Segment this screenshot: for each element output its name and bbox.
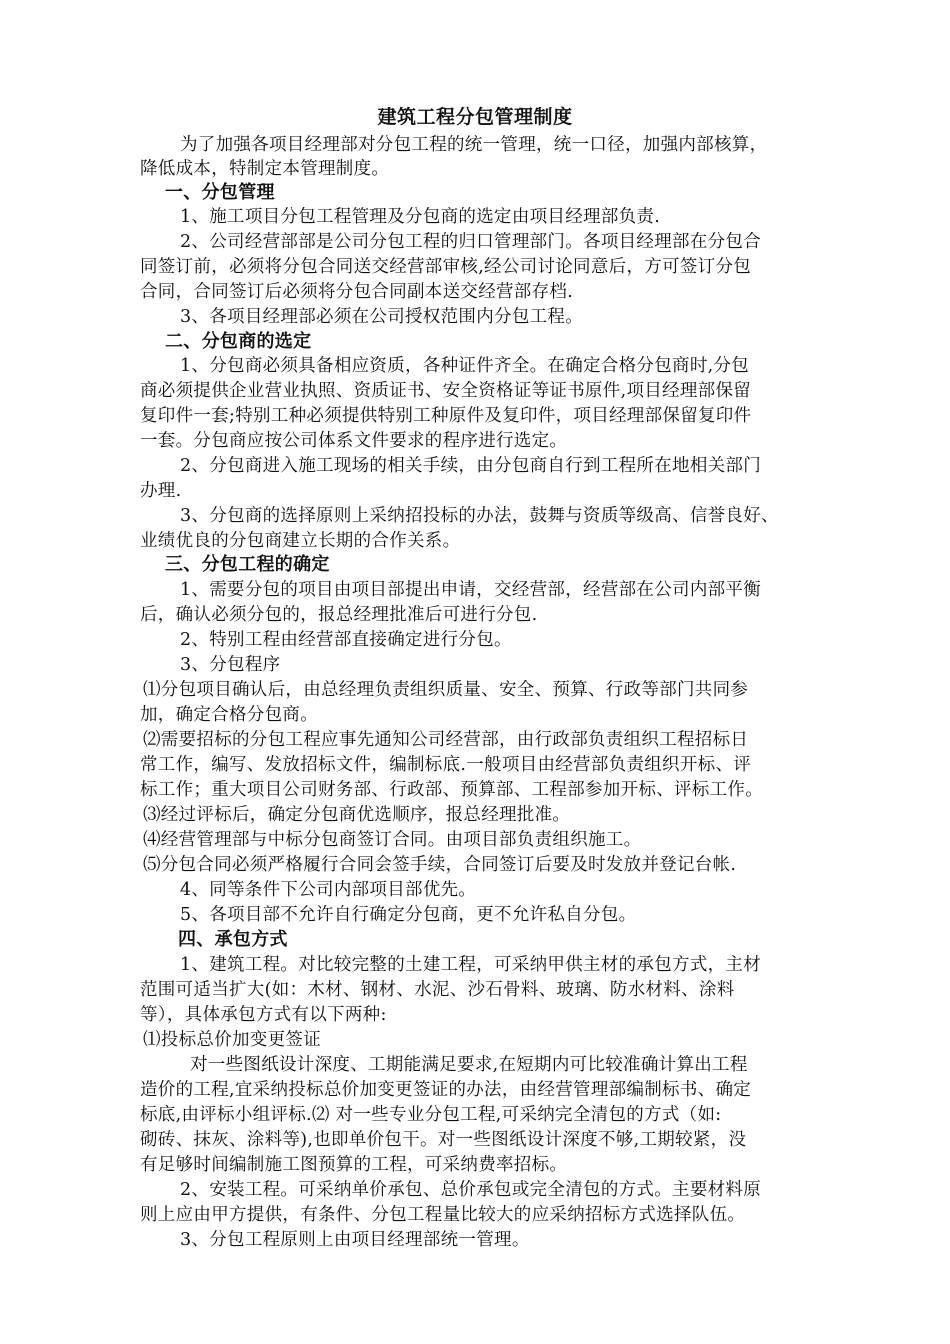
paragraph-line: 同签订前，必须将分包合同送交经营部审核,经公司讨论同意后，方可签订分包: [140, 257, 752, 277]
paragraph-line: 1、施工项目分包工程管理及分包商的选定由项目经理部负责.: [180, 207, 661, 227]
paragraph-line: 2、分包商进入施工现场的相关手续，由分包商自行到工程所在地相关部门: [180, 456, 762, 476]
paragraph-line: 1、分包商必须具备相应资质，各种证件齐全。在确定合格分包商时,分包: [180, 356, 750, 376]
paragraph-line: 砌砖、抹灰、涂料等),也即单价包干。对一些图纸设计深度不够,工期较紧，没: [140, 1130, 747, 1150]
paragraph-line: 对一些图纸设计深度、工期能满足要求,在短期内可比较准确计算出工程: [190, 1055, 748, 1075]
section-heading: 三、分包工程的确定: [165, 554, 330, 575]
paragraph-line: 合同，合同签订后必须将分包合同副本送交经营部存档.: [140, 282, 574, 302]
paragraph-line: 为了加强各项目经理部对分包工程的统一管理，统一口径，加强内部核算，: [180, 135, 768, 155]
list-item-line: ⑶经过评标后，确定分包商优选顺序，报总经理批准。: [143, 805, 571, 825]
document-title: 建筑工程分包管理制度: [377, 106, 573, 128]
paragraph-line: 商必须提供企业营业执照、资质证书、安全资格证等证书原件,项目经理部保留: [140, 381, 752, 401]
paragraph-line: 2、特别工程由经营部直接确定进行分包。: [180, 630, 512, 650]
paragraph-line: 则上应由甲方提供，有条件、分包工程量比较大的应采纳招标方式选择队伍。: [140, 1205, 746, 1225]
paragraph-line: 造价的工程,宜采纳投标总价加变更签证的办法，由经营管理部编制标书、确定: [140, 1080, 752, 1100]
paragraph-line: 2、安装工程。可采纳单价承包、总价承包或完全清包的方式。主要材料原: [180, 1180, 762, 1200]
paragraph-line: 业绩优良的分包商建立长期的合作关系。: [140, 531, 461, 551]
paragraph-line: 2、公司经营部部是公司分包工程的归口管理部门。各项目经理部在分包合: [180, 232, 762, 252]
paragraph-line: 复印件一套;特别工种必须提供特别工种原件及复印件，项目经理部保留复印件: [140, 406, 752, 426]
paragraph-line: 标底,由评标小组评标.⑵ 对一些专业分包工程,可采纳完全清包的方式（如:: [140, 1105, 722, 1125]
paragraph-line: 3、各项目经理部必须在公司授权范围内分包工程。: [180, 307, 584, 327]
paragraph-line: 加，确定合格分包商。: [140, 705, 318, 725]
section-heading: 四、承包方式: [178, 929, 288, 950]
paragraph-line: 3、分包工程原则上由项目经理部统一管理。: [180, 1230, 530, 1250]
list-item-line: ⑵需要招标的分包工程应事先通知公司经营部，由行政部负责组织工程招标日: [143, 730, 749, 750]
paragraph-line: 1、建筑工程。对比较完整的土建工程，可采纳甲供主材的承包方式，主材: [180, 955, 762, 975]
paragraph-line: 办理.: [140, 481, 182, 501]
paragraph-line: 后，确认必须分包的，报总经理批准后可进行分包.: [140, 605, 538, 625]
paragraph-line: 3、分包商的选择原则上采纳招投标的办法，鼓舞与资质等级高、信誉良好、: [180, 506, 779, 526]
paragraph-line: 等），具体承包方式有以下两种:: [140, 1005, 387, 1025]
paragraph-line: 常工作，编写、发放招标文件，编制标底.一般项目由经营部负责组织开标、评: [140, 755, 752, 775]
paragraph-line: 5、各项目部不允许自行确定分包商，更不允许私自分包。: [180, 905, 637, 925]
paragraph-line: 范围可适当扩大(如：木材、钢材、水泥、沙石骨料、玻璃、防水材料、涂料: [140, 980, 735, 1000]
section-heading: 一、分包管理: [165, 182, 275, 203]
list-item-line: ⑴投标总价加变更签证: [143, 1030, 321, 1050]
paragraph-line: 1、需要分包的项目由项目部提出申请，交经营部，经营部在公司内部平衡: [180, 580, 762, 600]
paragraph-line: 4、同等条件下公司内部项目部优先。: [180, 880, 477, 900]
list-item-line: ⑴分包项目确认后，由总经理负责组织质量、安全、预算、行政等部门共同参: [143, 680, 749, 700]
list-item-line: ⑷经营管理部与中标分包商签订合同。由项目部负责组织施工。: [143, 830, 642, 850]
paragraph-line: 一套。分包商应按公司体系文件要求的程序进行选定。: [140, 431, 568, 451]
paragraph-line: 有足够时间编制施工图预算的工程，可采纳费率招标。: [140, 1155, 568, 1175]
paragraph-line: 3、分包程序: [180, 655, 281, 675]
paragraph-line: 标工作；重大项目公司财务部、行政部、预算部、工程部参加开标、评标工作。: [140, 780, 763, 800]
paragraph-line: 降低成本，特制定本管理制度。: [140, 159, 390, 179]
section-heading: 二、分包商的选定: [165, 331, 312, 352]
list-item-line: ⑸分包合同必须严格履行合同会签手续，合同签订后要及时发放并登记台帐.: [143, 855, 737, 875]
